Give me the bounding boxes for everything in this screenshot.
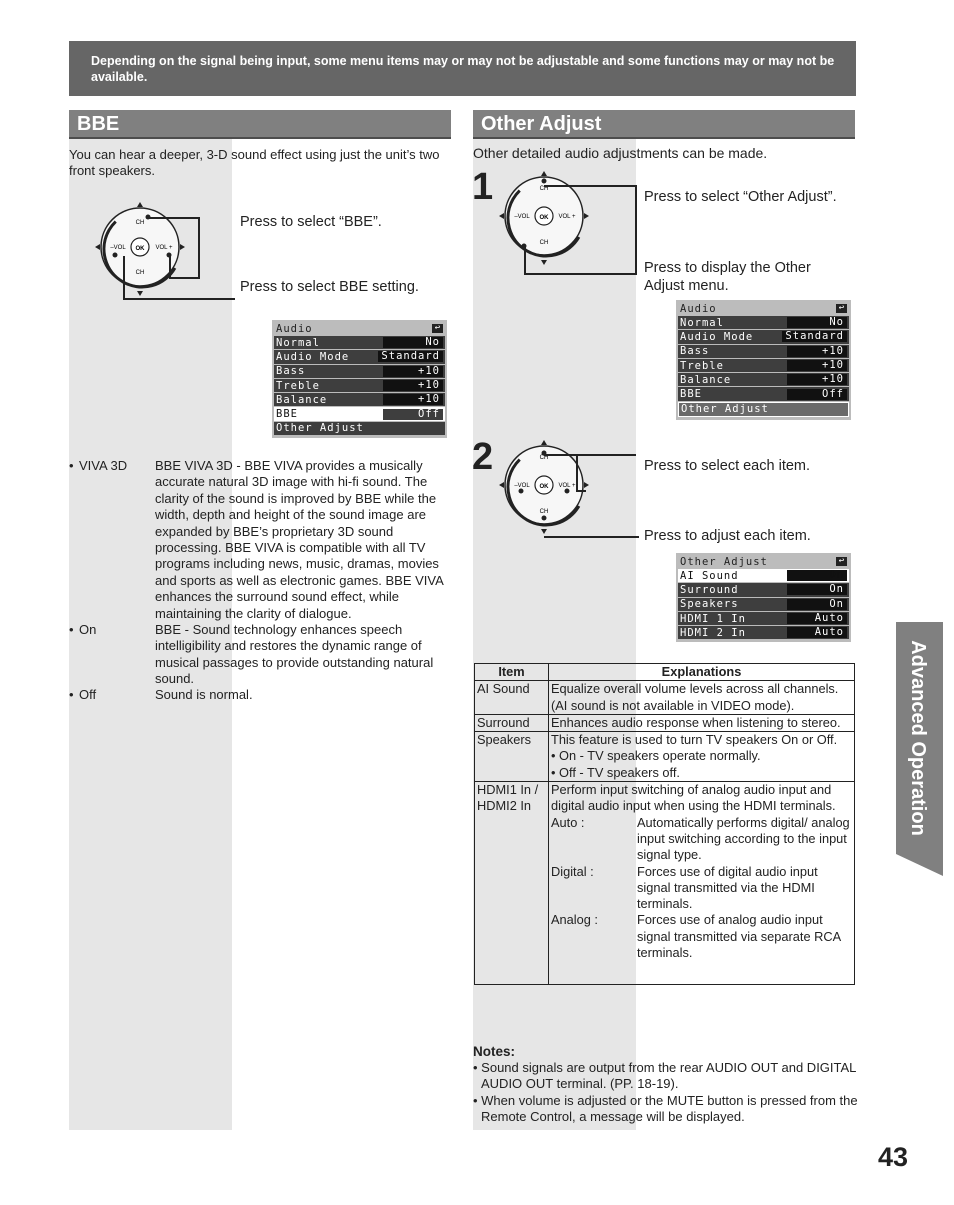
note-item: • When volume is adjusted or the MUTE button is pressed from the Remote Control, a message will be displayed. xyxy=(473,1093,858,1125)
other-adjust-menu xyxy=(676,553,851,642)
remote-dial-step1 xyxy=(496,168,596,268)
menu-row: Balance +10 xyxy=(274,393,445,406)
step-2-number: 2 xyxy=(472,436,494,478)
bbe-intro: You can hear a deeper, 3-D sound effect using just the unit’s two front speakers. xyxy=(69,147,440,179)
bbe-option-off: • Off Sound is normal. xyxy=(69,687,253,702)
menu-row: HDMI 2 In Auto xyxy=(678,626,849,639)
ch-label: CH xyxy=(539,240,549,246)
return-icon: ↩ xyxy=(836,304,847,313)
step-1-number: 1 xyxy=(472,166,494,208)
menu-row: Bass +10 xyxy=(274,365,445,378)
vol-plus-label: VOL + xyxy=(558,483,576,489)
menu-row: HDMI 1 In Auto xyxy=(678,612,849,625)
notes-title: Notes: xyxy=(473,1044,516,1059)
return-icon: ↩ xyxy=(836,557,847,566)
menu-row: Normal No xyxy=(274,336,445,349)
table-row xyxy=(475,681,855,715)
cell-item: HDMI1 In / HDMI2 In xyxy=(475,782,549,985)
return-icon: ↩ xyxy=(432,324,443,333)
ok-label: OK xyxy=(135,246,145,252)
side-tab-label: Advanced Operation xyxy=(907,640,929,836)
cell-item: Speakers xyxy=(475,732,549,782)
ch-label: CH xyxy=(135,220,145,226)
remote-dial-bbe xyxy=(92,199,192,299)
step1-select-label: Press to select “Other Adjust”. xyxy=(644,189,837,205)
menu-row: Speakers On xyxy=(678,598,849,611)
cell-item: Surround xyxy=(475,714,549,731)
menu-title: Other Adjust xyxy=(680,555,768,568)
cell-explanation: Perform input switching of analog audio input and digital audio input when using the HDMI terminals. Auto : Automatically performs digital/ analog input switching according to the input signal type. Digital : Forces use of digital audio input signal transmitted via the HDMI terminals. Analog : Forces use of analog audio input signal transmitted via separate RCA terminals. xyxy=(549,782,855,985)
menu-row-selected: AI Sound On xyxy=(678,569,849,582)
menu-row: Treble +10 xyxy=(274,379,445,392)
menu-title: Audio xyxy=(276,322,313,335)
bbe-setting-label: Press to select BBE setting. xyxy=(240,279,419,295)
ch-label: CH xyxy=(539,186,549,192)
cell-explanation: Enhances audio response when listening to stereo. xyxy=(549,714,855,731)
table-row xyxy=(475,714,855,731)
vol-minus-label: –VOL xyxy=(514,214,530,220)
vol-plus-label: VOL + xyxy=(558,214,576,220)
vol-minus-label: –VOL xyxy=(110,245,126,251)
menu-row: Treble +10 xyxy=(678,359,849,372)
side-tab xyxy=(896,622,943,876)
header-explanations: Explanations xyxy=(549,664,855,681)
vol-plus-label: VOL + xyxy=(155,245,173,251)
menu-row: Bass +10 xyxy=(678,345,849,358)
menu-row: Audio Mode Standard xyxy=(274,350,445,363)
menu-title: Audio xyxy=(680,302,717,315)
table-header-row xyxy=(475,664,855,681)
ch-label: CH xyxy=(135,270,145,276)
ch-label: CH xyxy=(539,509,549,515)
cell-item: AI Sound xyxy=(475,681,549,715)
menu-row: Surround On xyxy=(678,583,849,596)
cell-explanation: This feature is used to turn TV speakers On or Off. • On - TV speakers operate normally. • Off - TV speakers off. xyxy=(549,732,855,782)
step2-adjust-label: Press to adjust each item. xyxy=(644,528,811,544)
menu-row-selected: BBE Off xyxy=(274,407,445,420)
bbe-option-on: • On BBE - Sound technology enhances speech intelligibility and restores the dynamic range of musical passages to provide outstanding natural sound. xyxy=(69,622,434,687)
bbe-option-viva: • VIVA 3D BBE VIVA 3D - BBE VIVA provides a musically accurate natural 3D image with hi-fi sound. The clarity of the sound is improved by BBE while the width, depth and height of the sound image are expanded by BBE’s proprietary 3D sound processing. BBE VIVA is compatible with all TV programs including news, music, dramas, movies and sports as well as electronic games. BBE VIVA enhances the surround sound effect, while maintaining the clarity of dialogue. xyxy=(69,458,444,621)
ok-label: OK xyxy=(539,215,549,221)
menu-row: Audio Mode Standard xyxy=(678,330,849,343)
remote-dial-step2 xyxy=(496,437,596,537)
vol-minus-label: –VOL xyxy=(514,483,530,489)
step1-display-label: Press to display the Other Adjust menu. xyxy=(644,260,811,294)
menu-row: Other Adjust xyxy=(274,422,445,435)
menu-row: Balance +10 xyxy=(678,373,849,386)
ch-label: CH xyxy=(539,455,549,461)
bbe-audio-menu xyxy=(272,320,447,438)
table-row xyxy=(475,782,855,985)
ok-label: OK xyxy=(539,484,549,490)
menu-row: Normal No xyxy=(678,316,849,329)
cell-explanation: Equalize overall volume levels across all channels. (AI sound is not available in VIDEO mode). xyxy=(549,681,855,715)
note-item: • Sound signals are output from the rear AUDIO OUT and DIGITAL AUDIO OUT terminal. (PP. 18-19). xyxy=(473,1060,856,1092)
bbe-section-title: BBE xyxy=(69,110,451,139)
bbe-select-label: Press to select “BBE”. xyxy=(240,214,382,230)
step2-select-label: Press to select each item. xyxy=(644,458,811,474)
other-adjust-section-title: Other Adjust xyxy=(473,110,855,139)
other-adjust-intro: Other detailed audio adjustments can be made. xyxy=(473,145,768,161)
menu-row-selected: Other Adjust xyxy=(678,402,849,417)
page-number: 43 xyxy=(878,1142,909,1172)
table-row xyxy=(475,732,855,782)
notice-banner: Depending on the signal being input, some menu items may or may not be adjustable and some functions may or may not be available. xyxy=(69,41,856,96)
step1-audio-menu xyxy=(676,300,851,420)
header-item: Item xyxy=(475,664,549,681)
menu-row: BBE Off xyxy=(678,387,849,400)
explanations-table xyxy=(474,663,855,985)
